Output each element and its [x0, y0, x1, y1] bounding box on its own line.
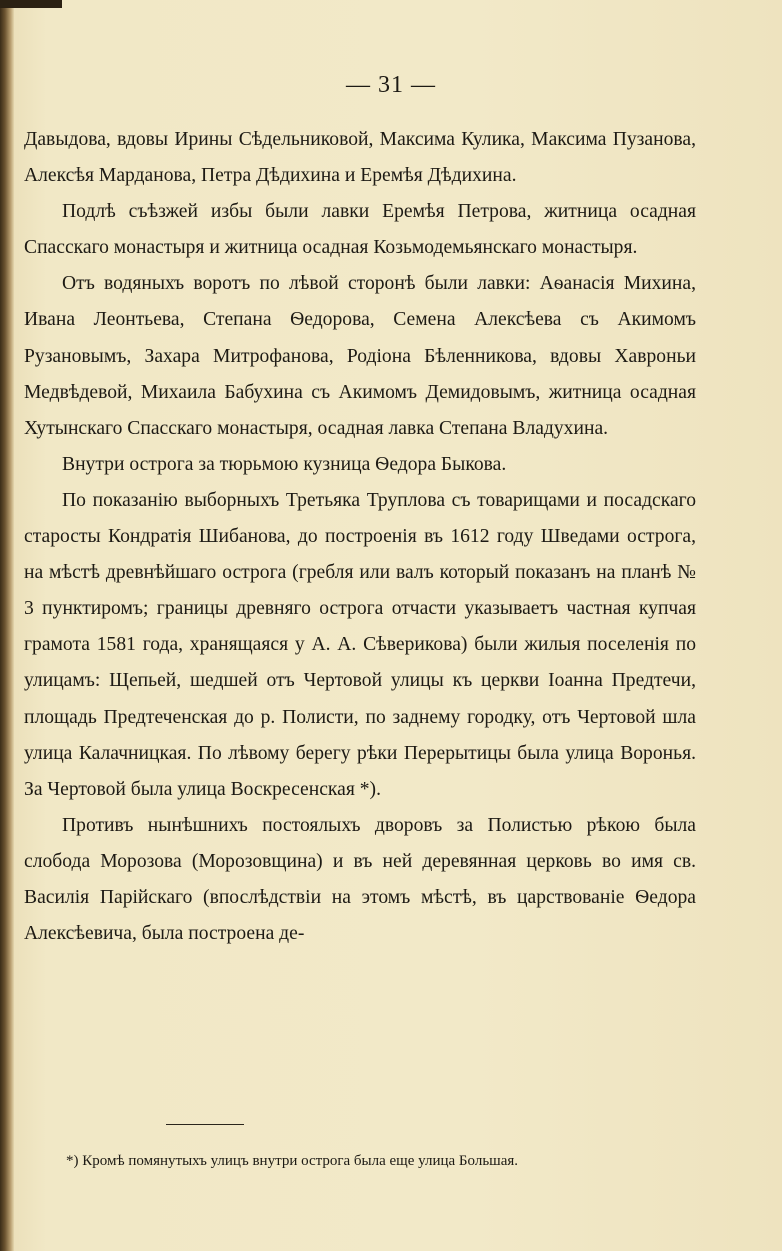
paragraph: Подлѣ съѣзжей избы были лавки Еремѣя Петрова, житница осадная Спасскаго монастыря и житница осадная Козьмодемьянскаго монастыря.	[24, 201, 696, 259]
paragraph: Противъ нынѣшнихъ постоялыхъ дворовъ за Полистью рѣкою была слобода Морозова (Морозовщина) и въ ней деревянная церковь во имя св. Василія Парійскаго (впослѣдствіи на этомъ мѣстѣ, въ царствованіе Ѳедора Алексѣевича, была построена де-	[24, 814, 696, 945]
paragraph: Внутри острога за тюрьмою кузница Ѳедора Быкова.	[62, 453, 507, 475]
book-spine-edge	[0, 0, 14, 1251]
footnote: *) Кромѣ помянутыхъ улицъ внутри острога была еще улица Большая.	[66, 1153, 519, 1169]
binding-mark	[0, 0, 62, 8]
footnote-divider	[166, 1124, 244, 1125]
paragraph: Отъ водяныхъ воротъ по лѣвой сторонѣ были лавки: Аѳанасія Михина, Ивана Леонтьева, Степана Ѳедорова, Семена Алексѣева съ Акимомъ Рузановымъ, Захара Митрофанова, Родіона Бѣленникова, вдовы Хавроньи Медвѣдевой, Михаила Бабухина съ Акимомъ Демидовымъ, житница осадная Хутынскаго Спасскаго монастыря, осадная лавка Степана Владухина.	[24, 273, 696, 439]
paragraph-continuation: Давыдова, вдовы Ирины Сѣдельниковой, Максима Кулика, Максима Пузанова, Алексѣя Марданова, Петра Дѣдихина и Еремѣя Дѣдихина.	[24, 129, 696, 187]
body-text	[24, 122, 696, 952]
paragraph: По показанію выборныхъ Третьяка Труплова съ товарищами и посадскаго старосты Кондратія Шибанова, до построенія въ 1612 году Шведами острога, на мѣстѣ древнѣйшаго острога (гребля или валъ который показанъ на планѣ № 3 пунктиромъ; границы древняго острога отчасти указываетъ частная купчая грамота 1581 года, хранящаяся у А. А. Сѣверикова) были жилыя поселенія по улицамъ: Щепьей, шедшей отъ Чертовой улицы къ церкви Іоанна Предтечи, площадь Предтеченская до р. Полисти, по заднему городку, отъ Чертовой шла улица Калачницкая. По лѣвому берегу рѣки Перерытицы была улица Воронья. За Чертовой была улица Воскресенская *).	[24, 489, 696, 800]
page-number: — 31 —	[346, 72, 436, 98]
